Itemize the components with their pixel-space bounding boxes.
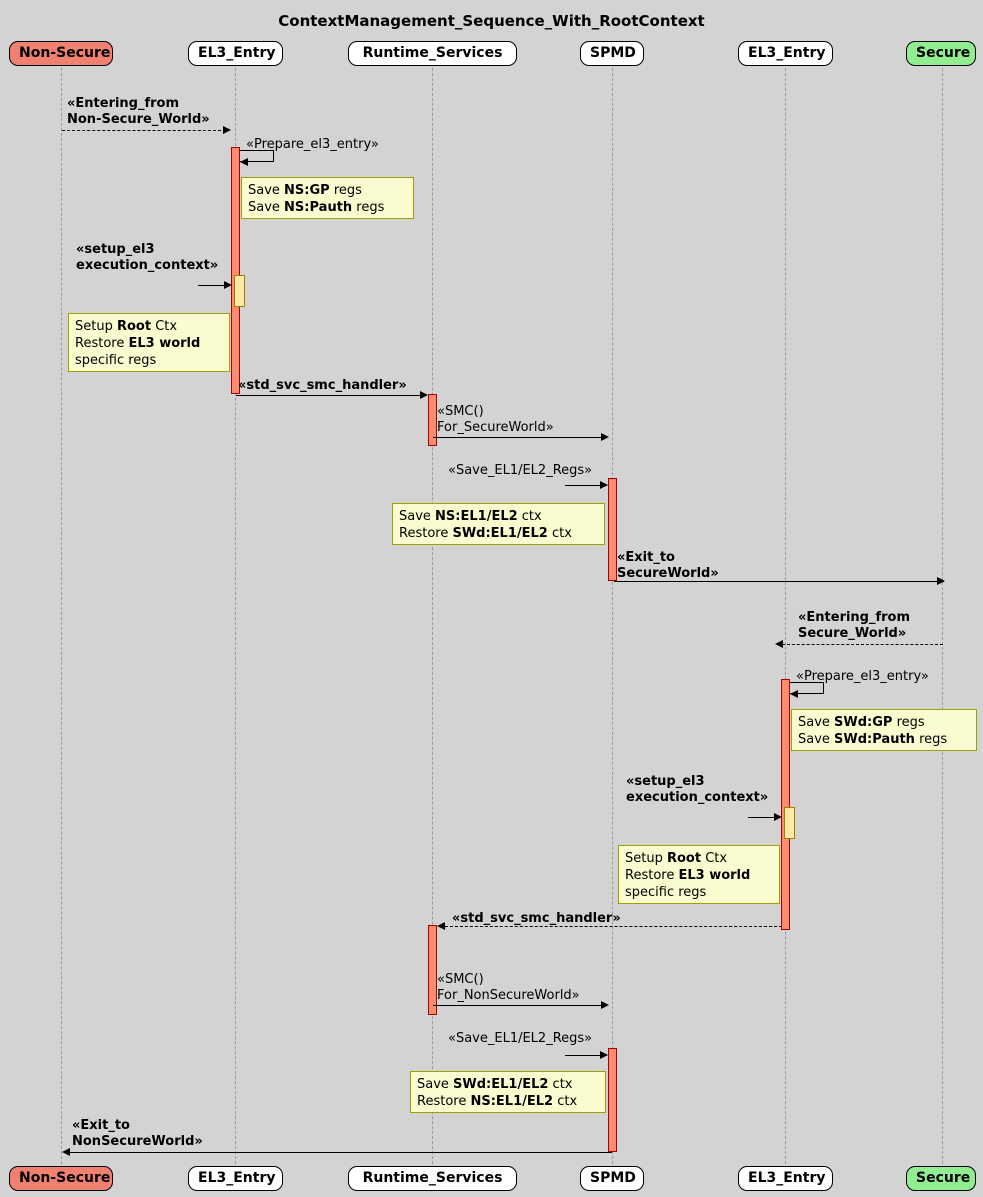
message-arrow-m10 bbox=[748, 817, 777, 818]
message-arrow-m4 bbox=[236, 395, 426, 396]
message-arrow-m1 bbox=[62, 130, 226, 131]
participant-spmd-bottom[interactable]: SPMD bbox=[580, 1166, 644, 1191]
diagram-title: ContextManagement_Sequence_With_RootContext bbox=[278, 12, 705, 30]
note-save-ns-el1-el2-ctx bbox=[392, 503, 605, 545]
message-label-save-el1-el2-regs-1: «Save_EL1/EL2_Regs» bbox=[448, 463, 593, 478]
message-arrowhead-m9 bbox=[790, 690, 798, 698]
note-setup-root-ctx-2 bbox=[618, 845, 780, 904]
participant-runtime-services-top[interactable]: Runtime_Services bbox=[348, 41, 517, 66]
note-line: Save SWd:GP regs bbox=[798, 715, 925, 730]
note-save-swd-regs bbox=[791, 709, 977, 751]
message-arrow-m5 bbox=[433, 437, 607, 438]
lifeline-non-secure bbox=[61, 68, 62, 1164]
note-line: Save NS:GP regs bbox=[248, 183, 362, 198]
participant-el3-entry-right-top[interactable]: EL3_Entry bbox=[738, 41, 833, 66]
participant-secure-bottom[interactable]: Secure bbox=[906, 1166, 976, 1191]
message-arrowhead-m1 bbox=[223, 126, 231, 134]
note-line: Restore EL3 world bbox=[625, 868, 751, 883]
note-line: Save NS:EL1/EL2 ctx bbox=[399, 509, 542, 524]
message-label-smc-for-secure-world: «SMC() For_SecureWorld» bbox=[437, 404, 554, 435]
note-line: Setup Root Ctx bbox=[625, 851, 728, 866]
message-arrowhead-m6 bbox=[600, 481, 608, 489]
participant-el3-entry-left-top[interactable]: EL3_Entry bbox=[188, 41, 283, 66]
note-save-ns-regs bbox=[241, 177, 414, 219]
note-line: Restore EL3 world bbox=[75, 336, 201, 351]
note-setup-root-ctx-1 bbox=[68, 313, 230, 372]
message-label-smc-for-non-secure-world: «SMC() For_NonSecureWorld» bbox=[437, 972, 580, 1003]
message-arrowhead-m10 bbox=[774, 813, 782, 821]
activation-el3-entry-left-root-context bbox=[234, 275, 245, 307]
message-arrow-m7 bbox=[614, 581, 944, 582]
note-line: specific regs bbox=[625, 885, 707, 900]
participant-secure-top[interactable]: Secure bbox=[906, 41, 976, 66]
message-arrowhead-m5 bbox=[601, 433, 609, 441]
note-line: Restore NS:EL1/EL2 ctx bbox=[417, 1094, 578, 1109]
lifeline-el3-entry-right bbox=[785, 68, 786, 1164]
participant-spmd-top[interactable]: SPMD bbox=[580, 41, 644, 66]
message-arrowhead-m14 bbox=[62, 1148, 70, 1156]
participant-non-secure-top[interactable]: Non-Secure bbox=[9, 41, 113, 66]
message-arrowhead-m7 bbox=[937, 577, 945, 585]
message-label-exit-to-non-secure-world: «Exit_to NonSecureWorld» bbox=[72, 1118, 203, 1149]
activation-runtime-services-1 bbox=[428, 394, 437, 446]
message-label-entering-from-secure-world: «Entering_from Secure_World» bbox=[798, 610, 911, 641]
message-arrow-m8 bbox=[777, 644, 943, 645]
note-line: Setup Root Ctx bbox=[75, 319, 178, 334]
message-arrow-m12 bbox=[433, 1005, 607, 1006]
activation-el3-entry-left bbox=[231, 147, 240, 394]
note-save-swd-el1-el2-ctx bbox=[410, 1071, 606, 1113]
activation-spmd-2 bbox=[608, 1048, 617, 1152]
participant-non-secure-bottom[interactable]: Non-Secure bbox=[9, 1166, 113, 1191]
message-label-entering-from-non-secure-world: «Entering_from Non-Secure_World» bbox=[67, 96, 210, 127]
message-label-prepare-el3-entry-2: «Prepare_el3_entry» bbox=[796, 669, 929, 684]
message-arrowhead-m3 bbox=[224, 281, 232, 289]
message-arrowhead-m13 bbox=[600, 1051, 608, 1059]
message-arrowhead-m12 bbox=[601, 1001, 609, 1009]
message-arrow-m14 bbox=[64, 1152, 612, 1153]
note-line: Save SWd:EL1/EL2 ctx bbox=[417, 1077, 573, 1092]
note-line: Save NS:Pauth regs bbox=[248, 200, 385, 215]
lifeline-spmd bbox=[612, 68, 613, 1164]
message-arrowhead-m11 bbox=[437, 922, 445, 930]
message-label-std-svc-smc-handler-1: «std_svc_smc_handler» bbox=[238, 378, 407, 393]
note-line: Save SWd:Pauth regs bbox=[798, 732, 948, 747]
activation-el3-entry-right bbox=[781, 679, 790, 930]
participant-el3-entry-right-bottom[interactable]: EL3_Entry bbox=[738, 1166, 833, 1191]
activation-el3-entry-right-root-context bbox=[784, 807, 795, 839]
message-arrow-m11 bbox=[440, 926, 782, 927]
participant-el3-entry-left-bottom[interactable]: EL3_Entry bbox=[188, 1166, 283, 1191]
note-line: Restore SWd:EL1/EL2 ctx bbox=[399, 526, 572, 541]
message-arrowhead-m2 bbox=[240, 158, 248, 166]
message-arrow-m3 bbox=[198, 285, 227, 286]
activation-runtime-services-2 bbox=[428, 925, 437, 1015]
message-label-prepare-el3-entry-1: «Prepare_el3_entry» bbox=[246, 137, 379, 152]
message-arrowhead-m8 bbox=[775, 640, 783, 648]
message-label-exit-to-secure-world: «Exit_to SecureWorld» bbox=[617, 550, 719, 581]
note-line: specific regs bbox=[75, 353, 157, 368]
message-label-save-el1-el2-regs-2: «Save_EL1/EL2_Regs» bbox=[448, 1031, 593, 1046]
participant-runtime-services-bottom[interactable]: Runtime_Services bbox=[348, 1166, 517, 1191]
activation-spmd-1 bbox=[608, 478, 617, 581]
message-label-std-svc-smc-handler-2: «std_svc_smc_handler» bbox=[452, 911, 621, 926]
message-label-setup-el3-execution-context-1: «setup_el3 execution_context» bbox=[76, 242, 219, 273]
message-arrowhead-m4 bbox=[420, 391, 428, 399]
lifeline-secure bbox=[942, 68, 943, 1164]
message-label-setup-el3-execution-context-2: «setup_el3 execution_context» bbox=[626, 774, 769, 805]
